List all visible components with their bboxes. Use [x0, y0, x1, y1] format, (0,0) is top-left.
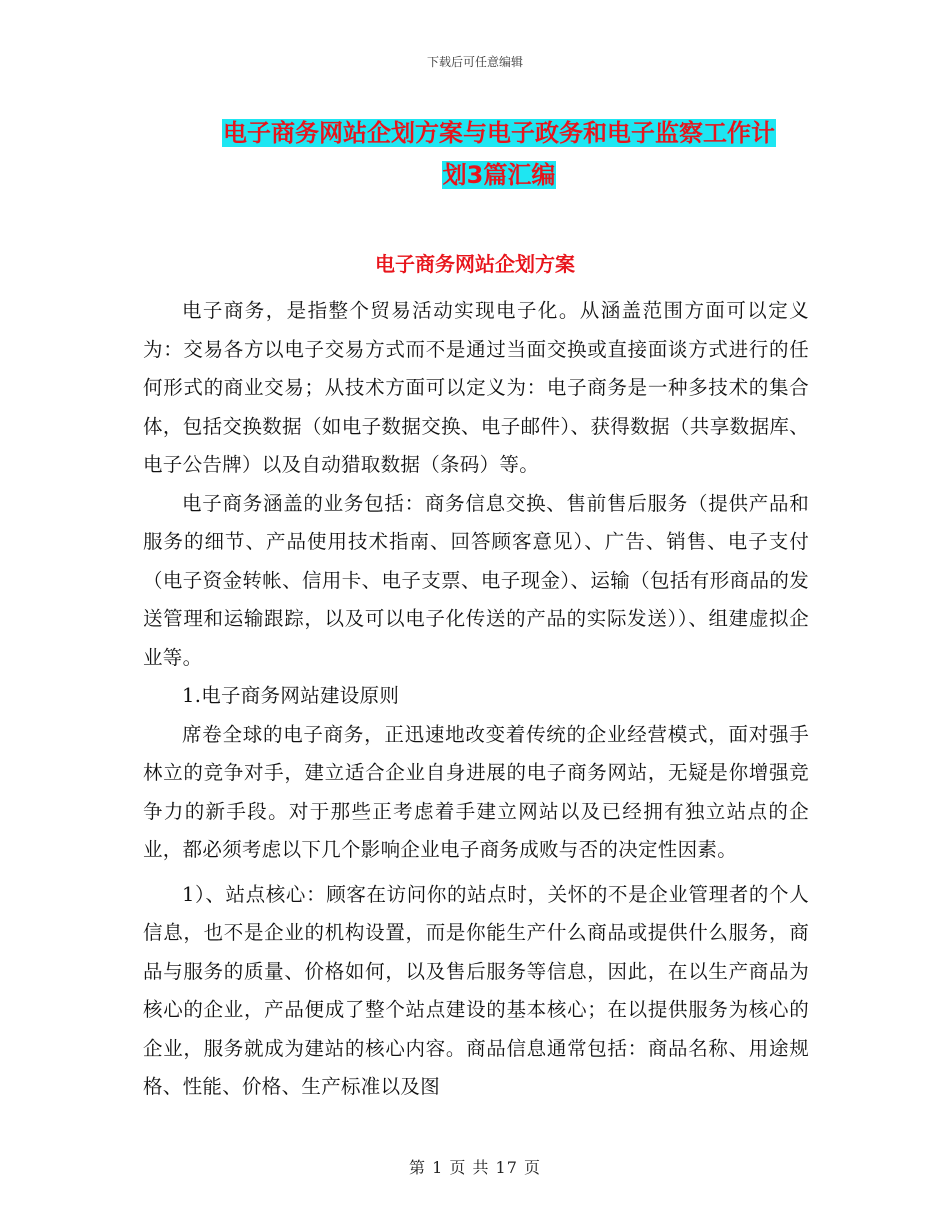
- paragraph-principles: 席卷全球的电子商务，正迅速地改变着传统的企业经营模式，面对强手林立的竞争对手，建立适合企业自身进展的电子商务网站，无疑是你增强竞争力的新手段。对于那些正考虑着手建立网站以及已经拥有独立站点的企业，都必须考虑以下几个影响企业电子商务成败与否的决定性因素。: [143, 722, 809, 861]
- subheading-principles: 1.电子商务网站建设原则: [182, 684, 400, 707]
- paragraph-intro: 电子商务，是指整个贸易活动实现电子化。从涵盖范围方面可以定义为：交易各方以电子交易方式而不是通过当面交换或直接面谈方式进行的任何形式的商业交易；从技术方面可以定义为：电子商务是一种多技术的集合体，包括交换数据（如电子数据交换、电子邮件）、获得数据（共享数据库、电子公告牌）以及自动猎取数据（条码）等。: [143, 299, 809, 476]
- document-title: [193, 112, 805, 196]
- paragraph-scope: 电子商务涵盖的业务包括：商务信息交换、售前售后服务（提供产品和服务的细节、产品使用技术指南、回答顾客意见）、广告、销售、电子支付（电子资金转帐、信用卡、电子支票、电子现金）、运输（包括有形商品的发送管理和运输跟踪，以及可以电子化传送的产品的实际发送））、组建虚拟企业等。: [143, 491, 809, 669]
- header-note: 下载后可任意编辑: [426, 55, 523, 69]
- section-title: 电子商务网站企划方案: [375, 252, 575, 276]
- document-title-line-2: 划3篇汇编: [442, 161, 556, 189]
- body-text: [143, 292, 809, 1107]
- paragraph-site-core: 1）、站点核心：顾客在访问你的站点时，关怀的不是企业管理者的个人信息，也不是企业的机构设置，而是你能生产什么商品或提供什么服务，商品与服务的质量、价格如何，以及售后服务等信息，因此，在以生产商品为核心的企业，产品便成了整个站点建设的基本核心；在以提供服务为核心的企业，服务就成为建站的核心内容。商品信息通常包括：商品名称、用途规格、性能、价格、生产标准以及图: [143, 882, 809, 1098]
- page-number: 第 1 页 共 17 页: [409, 1158, 541, 1177]
- document-title-line-1: 电子商务网站企划方案与电子政务和电子监察工作计: [223, 119, 775, 147]
